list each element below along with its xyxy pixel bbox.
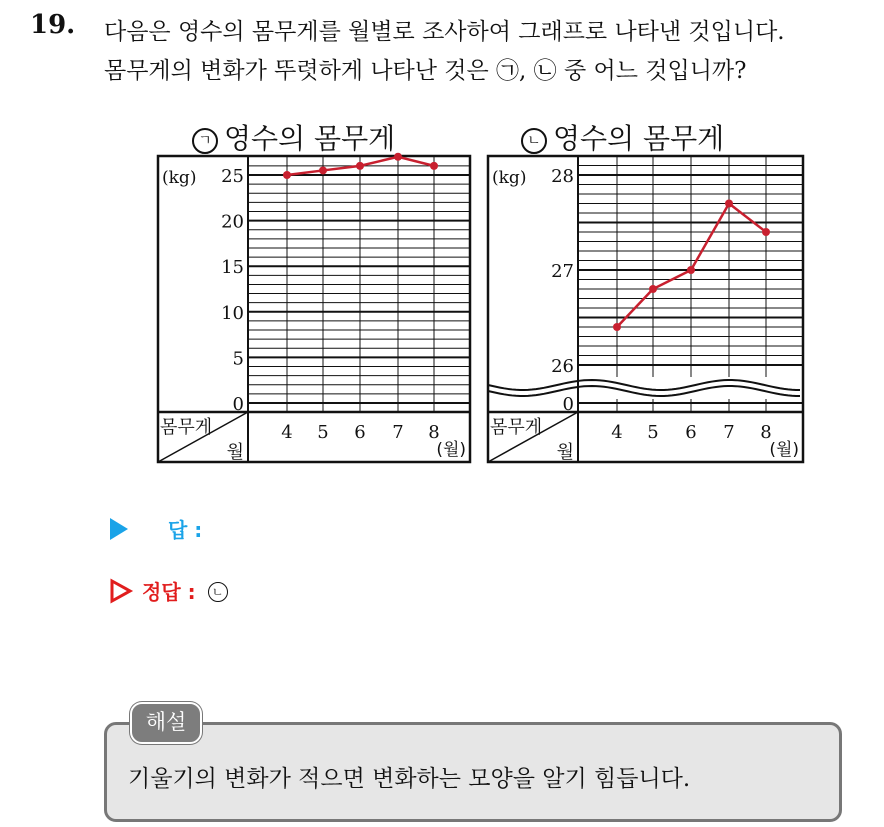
- data-point: [762, 228, 770, 236]
- unit-label: (kg): [492, 168, 527, 188]
- x-tick-label: 5: [647, 422, 659, 443]
- chart-a-title: ㄱ 영수의 몸무게: [192, 117, 395, 157]
- chart-b-title: ㄴ 영수의 몸무게: [521, 117, 724, 157]
- x-tick-label: 8: [428, 422, 440, 443]
- y-tick-label: 5: [232, 348, 244, 370]
- data-point: [356, 162, 364, 170]
- explanation-text: 기울기의 변화가 적으면 변화하는 모양을 알기 힘듭니다.: [128, 766, 691, 792]
- circled-label-b: ㄴ: [521, 128, 547, 154]
- answer-label: 답 :: [168, 518, 203, 542]
- y-tick-label: 10: [221, 302, 244, 324]
- row-header-weight: 몸무게: [160, 417, 213, 438]
- x-tick-label: 7: [392, 422, 404, 443]
- x-tick-label: 6: [685, 422, 697, 443]
- data-point: [613, 323, 621, 331]
- correct-answer-row: [110, 576, 234, 605]
- x-unit-label: (월): [769, 440, 799, 460]
- y-tick-label-zero: 0: [562, 394, 574, 415]
- outline-arrow-icon: [110, 579, 132, 603]
- x-tick-label: 8: [760, 422, 772, 443]
- play-arrow-icon: [110, 518, 128, 540]
- y-tick-label: 27: [551, 261, 574, 282]
- data-point: [430, 162, 438, 170]
- x-tick-label: 5: [317, 422, 329, 443]
- x-tick-label: 7: [723, 422, 735, 443]
- x-tick-label: 4: [611, 422, 623, 443]
- unit-label: (kg): [162, 168, 197, 188]
- row-header-month: 월: [226, 442, 244, 463]
- explanation-tab: 해설: [130, 702, 202, 744]
- question-number: 19.: [30, 10, 76, 40]
- x-unit-label: (월): [436, 440, 466, 460]
- data-point: [283, 171, 291, 179]
- answer-row: [110, 514, 202, 543]
- x-tick-label: 6: [354, 422, 366, 443]
- y-tick-label: 20: [221, 211, 244, 233]
- row-header-weight: 몸무게: [490, 417, 543, 438]
- x-tick-label: 4: [281, 422, 293, 443]
- question-text-line2: 몸무게의 변화가 뚜렷하게 나타난 것은 ㉠, ㉡ 중 어느 것입니까?: [104, 58, 747, 84]
- y-tick-label: 25: [221, 166, 244, 187]
- data-point: [319, 166, 327, 174]
- data-point: [394, 153, 402, 161]
- y-tick-label: 15: [221, 257, 244, 279]
- data-point: [687, 266, 695, 274]
- y-tick-label: 0: [232, 394, 244, 415]
- correct-answer-value: ㄴ: [208, 580, 234, 604]
- chart-a-plot: [158, 153, 470, 462]
- circled-label-a: ㄱ: [192, 128, 218, 154]
- row-header-month: 월: [556, 442, 574, 463]
- y-tick-label: 26: [551, 356, 574, 377]
- y-tick-label: 28: [551, 166, 574, 187]
- data-point: [725, 200, 733, 208]
- question-text-line1: 다음은 영수의 몸무게를 월별로 조사하여 그래프로 나타낸 것입니다.: [104, 19, 785, 45]
- data-point: [649, 285, 657, 293]
- correct-answer-label: 정답 :: [142, 580, 196, 604]
